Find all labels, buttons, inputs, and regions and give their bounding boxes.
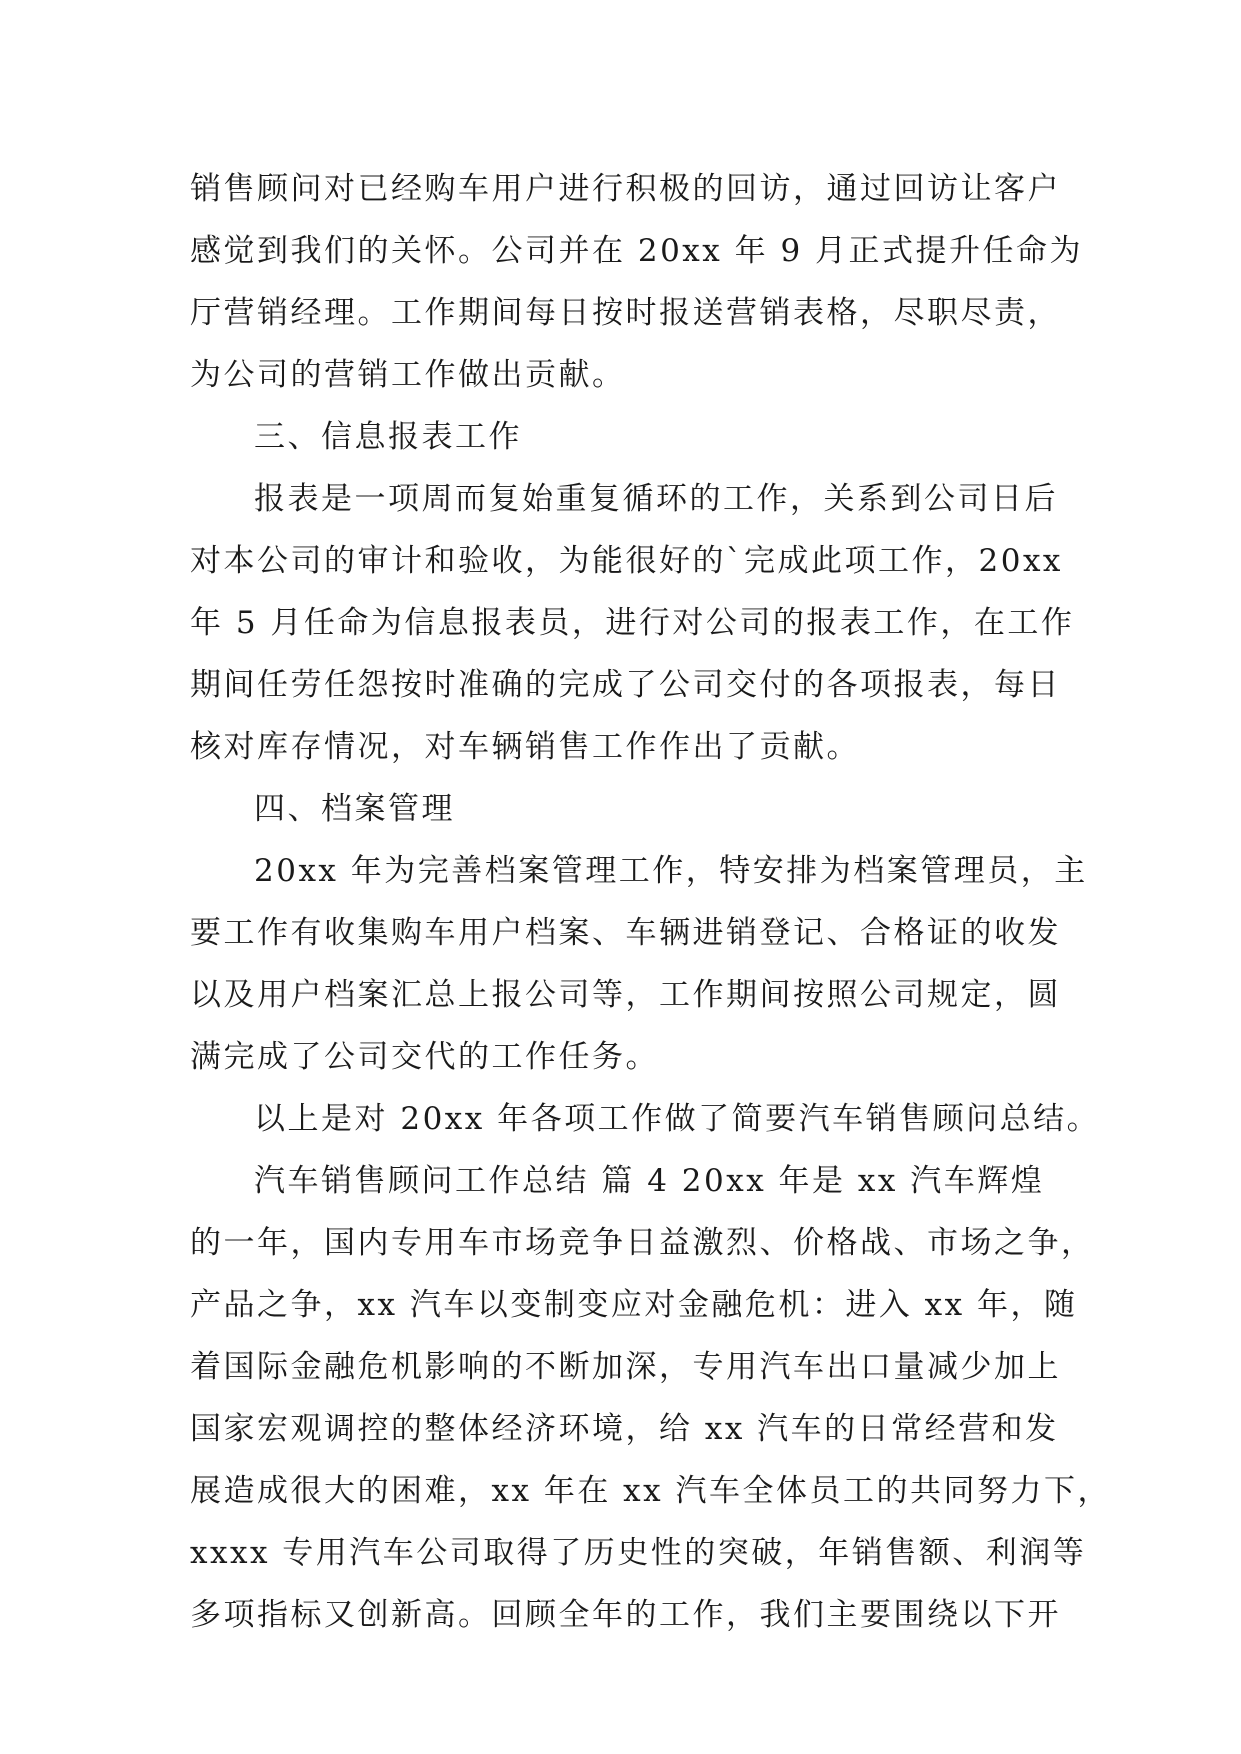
text-line: 核对库存情况，对车辆销售工作作出了贡献。 (190, 729, 860, 765)
text-line: 期间任劳任怨按时准确的完成了公司交付的各项报表，每日 (190, 667, 1061, 703)
text-line: xxxx 专用汽车公司取得了历史性的突破，年销售额、利润等 (190, 1535, 1087, 1571)
text-line: 的一年，国内专用车市场竞争日益激烈、价格战、市场之争， (190, 1225, 1095, 1261)
text-line: 产品之争，xx 汽车以变制变应对金融危机：进入 xx 年，随 (190, 1287, 1078, 1323)
text-line: 以及用户档案汇总上报公司等，工作期间按照公司规定，圆 (190, 977, 1061, 1013)
text-line: 四、档案管理 (254, 791, 455, 827)
text-line: 厅营销经理。工作期间每日按时报送营销表格，尽职尽责， (190, 295, 1061, 331)
text-line: 年 5 月任命为信息报表员，进行对公司的报表工作，在工作 (190, 605, 1075, 641)
document-body (190, 158, 1111, 1646)
text-line: 要工作有收集购车用户档案、车辆进销登记、合格证的收发 (190, 915, 1061, 951)
text-line: 着国际金融危机影响的不断加深，专用汽车出口量减少加上 (190, 1349, 1061, 1385)
text-line: 感觉到我们的关怀。公司并在 20xx 年 9 月正式提升任命为 (190, 233, 1084, 269)
text-line: 汽车销售顾问工作总结 篇 4 20xx 年是 xx 汽车辉煌 (254, 1163, 1045, 1199)
text-line: 三、信息报表工作 (254, 419, 522, 455)
text-line: 报表是一项周而复始重复循环的工作，关系到公司日后 (254, 481, 1058, 517)
text-line: 展造成很大的困难，xx 年在 xx 汽车全体员工的共同努力下， (190, 1473, 1111, 1509)
text-line: 以上是对 20xx 年各项工作做了简要汽车销售顾问总结。 (254, 1101, 1101, 1137)
text-line: 为公司的营销工作做出贡献。 (190, 357, 626, 393)
text-line: 满完成了公司交代的工作任务。 (190, 1039, 659, 1075)
text-line: 20xx 年为完善档案管理工作，特安排为档案管理员，主 (254, 853, 1088, 889)
text-line: 多项指标又创新高。回顾全年的工作，我们主要围绕以下开 (190, 1597, 1061, 1633)
text-line: 对本公司的审计和验收，为能很好的`完成此项工作，20xx (190, 543, 1063, 579)
text-line: 国家宏观调控的整体经济环境，给 xx 汽车的日常经营和发 (190, 1411, 1059, 1447)
text-line: 销售顾问对已经购车用户进行积极的回访，通过回访让客户 (190, 171, 1061, 207)
